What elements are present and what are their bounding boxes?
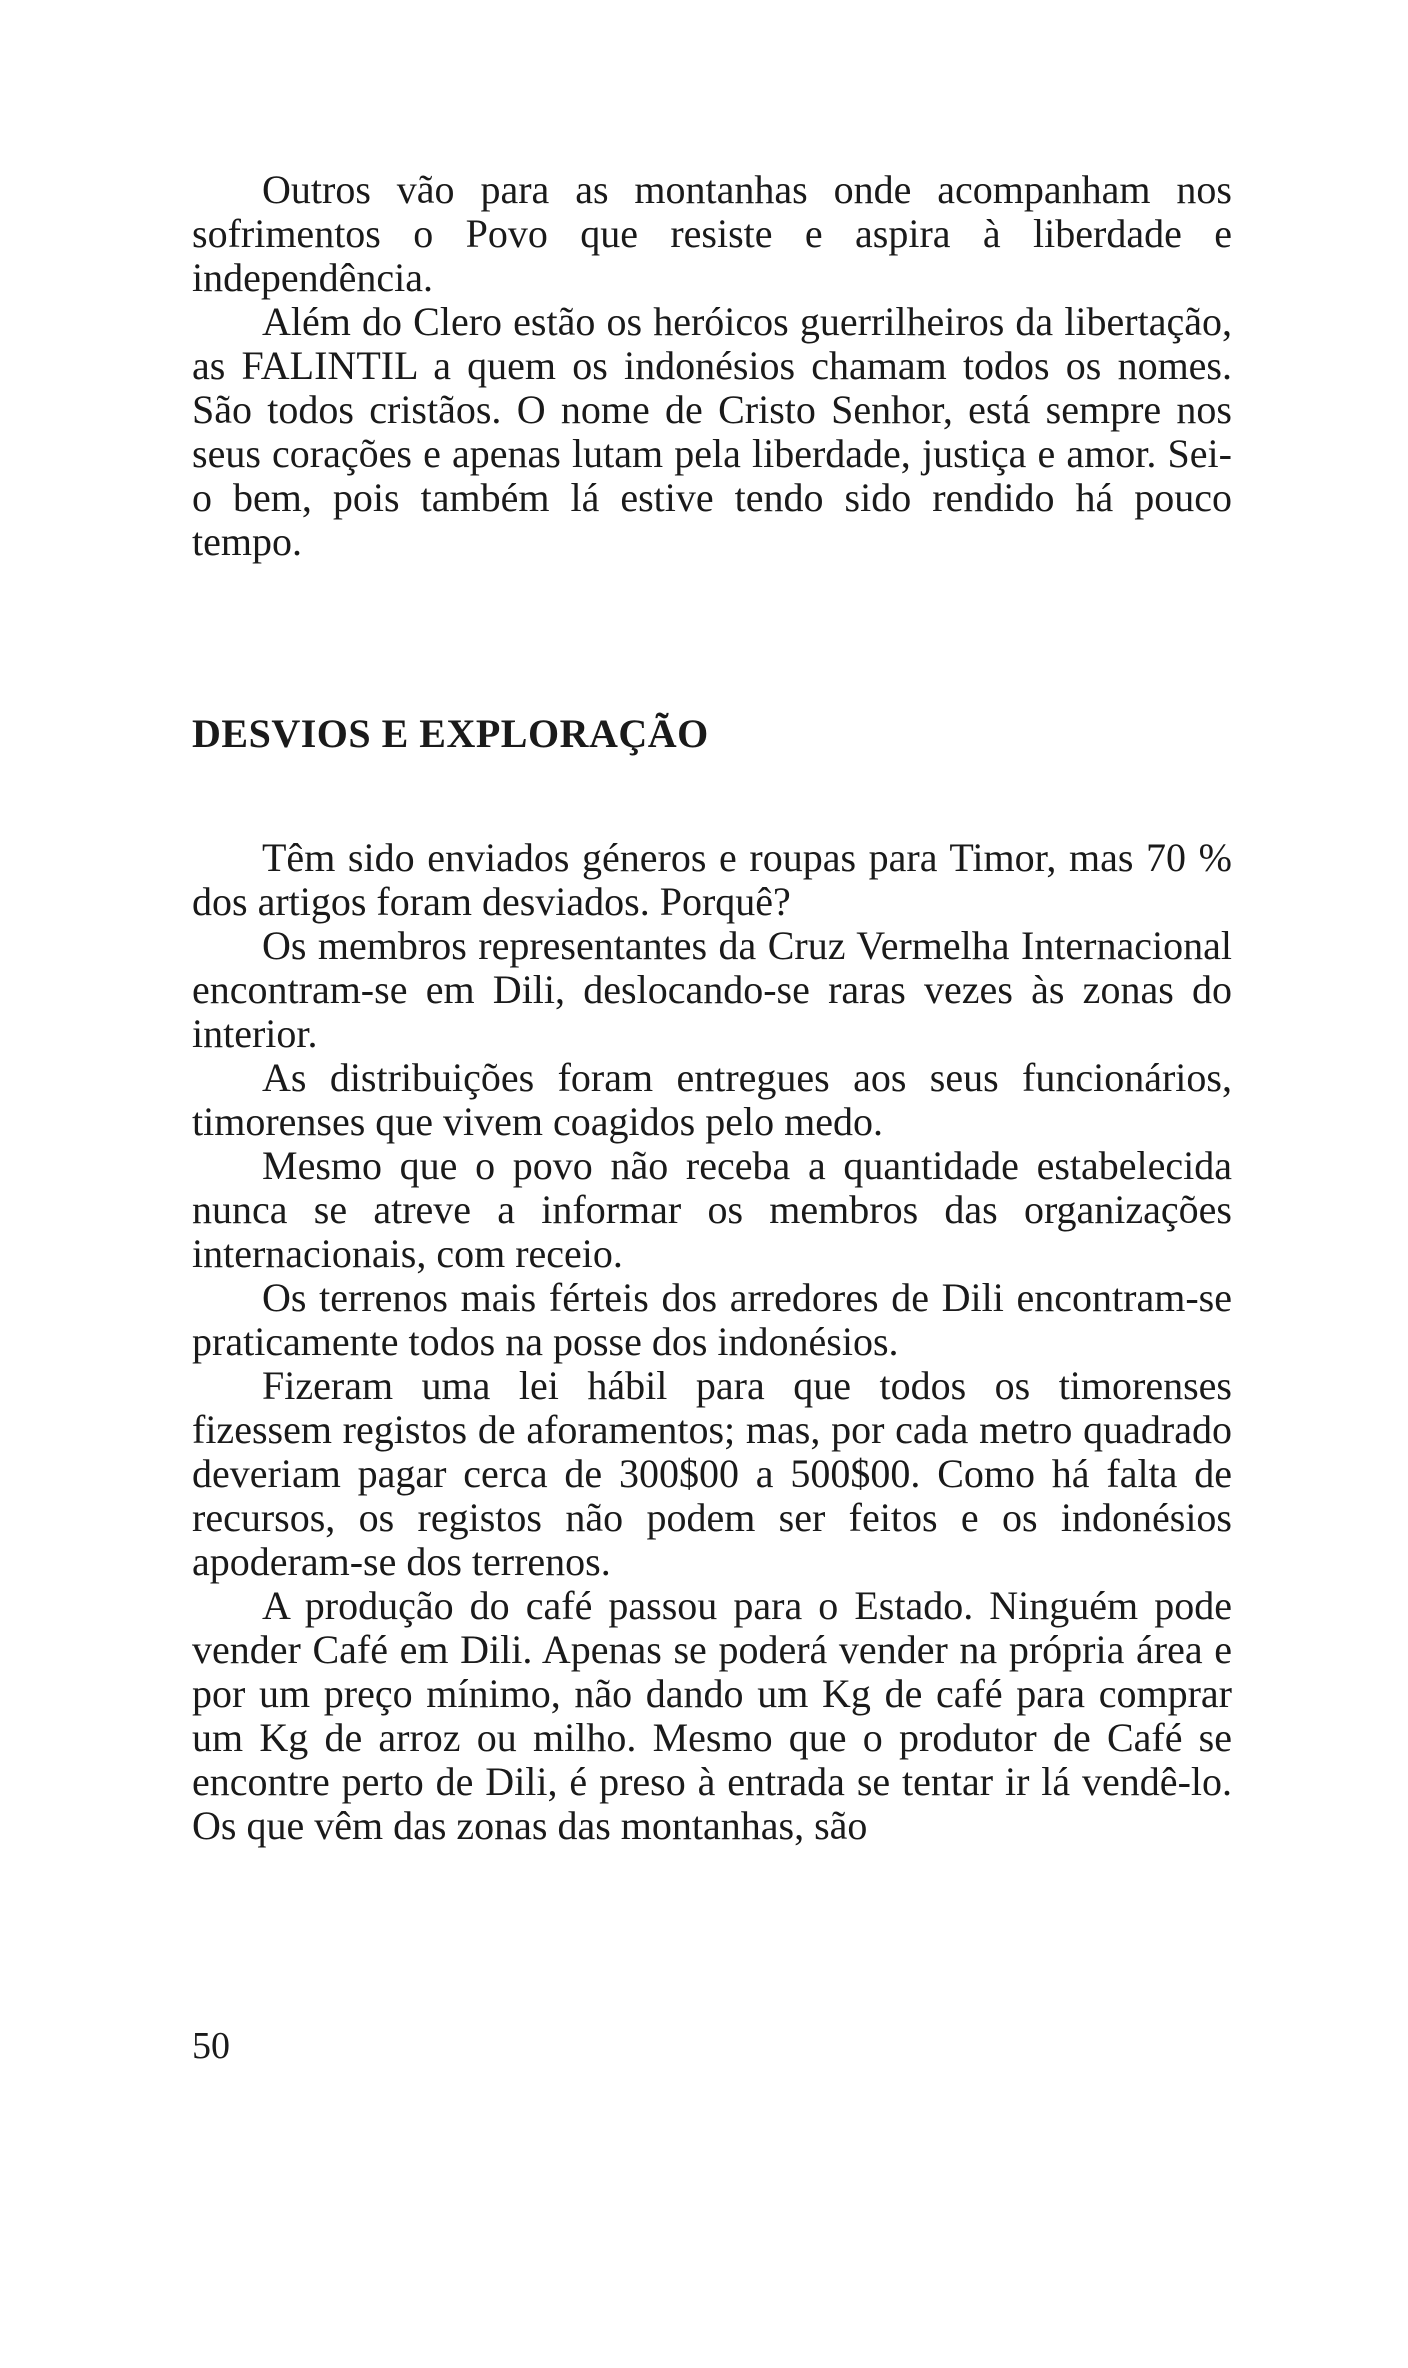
section-paragraph-6: Fizeram uma lei hábil para que todos os timorenses fizessem registos de aforamentos; mas, por cada metro quadrado deveriam pagar cerca de 300$00 a 500$00. Como há falta de recursos, os registos não podem ser feitos e os indonésios apoderam-se dos terrenos. (192, 1363, 1232, 1584)
intro-paragraph-2: Além do Clero estão os heróicos guerrilheiros da libertação, as FALINTIL a quem os indonésios chamam todos os nomes. São todos cristãos. O nome de Cristo Senhor, está sempre nos seus corações e apenas lutam pela liberdade, justiça e amor. Sei-o bem, pois também lá estive tendo sido rendido há pouco tempo. (192, 299, 1232, 564)
intro-text-block (192, 168, 1232, 564)
section-paragraph-7: A produção do café passou para o Estado. Ninguém pode vender Café em Dili. Apenas se poderá vender na própria área e por um preço mínimo, não dando um Kg de café para comprar um Kg de arroz ou milho. Mesmo que o produtor de Café se encontre perto de Dili, é preso à entrada se tentar ir lá vendê-lo. Os que vêm das zonas das montanhas, são (192, 1583, 1232, 1848)
section-paragraph-1: Têm sido enviados géneros e roupas para Timor, mas 70 % dos artigos foram desviados. Porquê? (192, 835, 1232, 924)
section-paragraph-4: Mesmo que o povo não receba a quantidade estabelecida nunca se atreve a informar os membros das organizações internacionais, com receio. (192, 1143, 1232, 1276)
section-paragraph-2: Os membros representantes da Cruz Vermelha Internacional encontram-se em Dili, deslocando-se raras vezes às zonas do interior. (192, 923, 1232, 1056)
section-text-block (192, 836, 1232, 1848)
section-heading: DESVIOS E EXPLORAÇÃO (192, 711, 709, 756)
page-number: 50 (192, 2025, 230, 2067)
section-paragraph-5: Os terrenos mais férteis dos arredores de Dili encontram-se praticamente todos na posse dos indonésios. (192, 1275, 1232, 1364)
intro-paragraph-1: Outros vão para as montanhas onde acompanham nos sofrimentos o Povo que resiste e aspira à liberdade e independência. (192, 167, 1232, 300)
section-paragraph-3: As distribuições foram entregues aos seus funcionários, timorenses que vivem coagidos pelo medo. (192, 1055, 1232, 1144)
